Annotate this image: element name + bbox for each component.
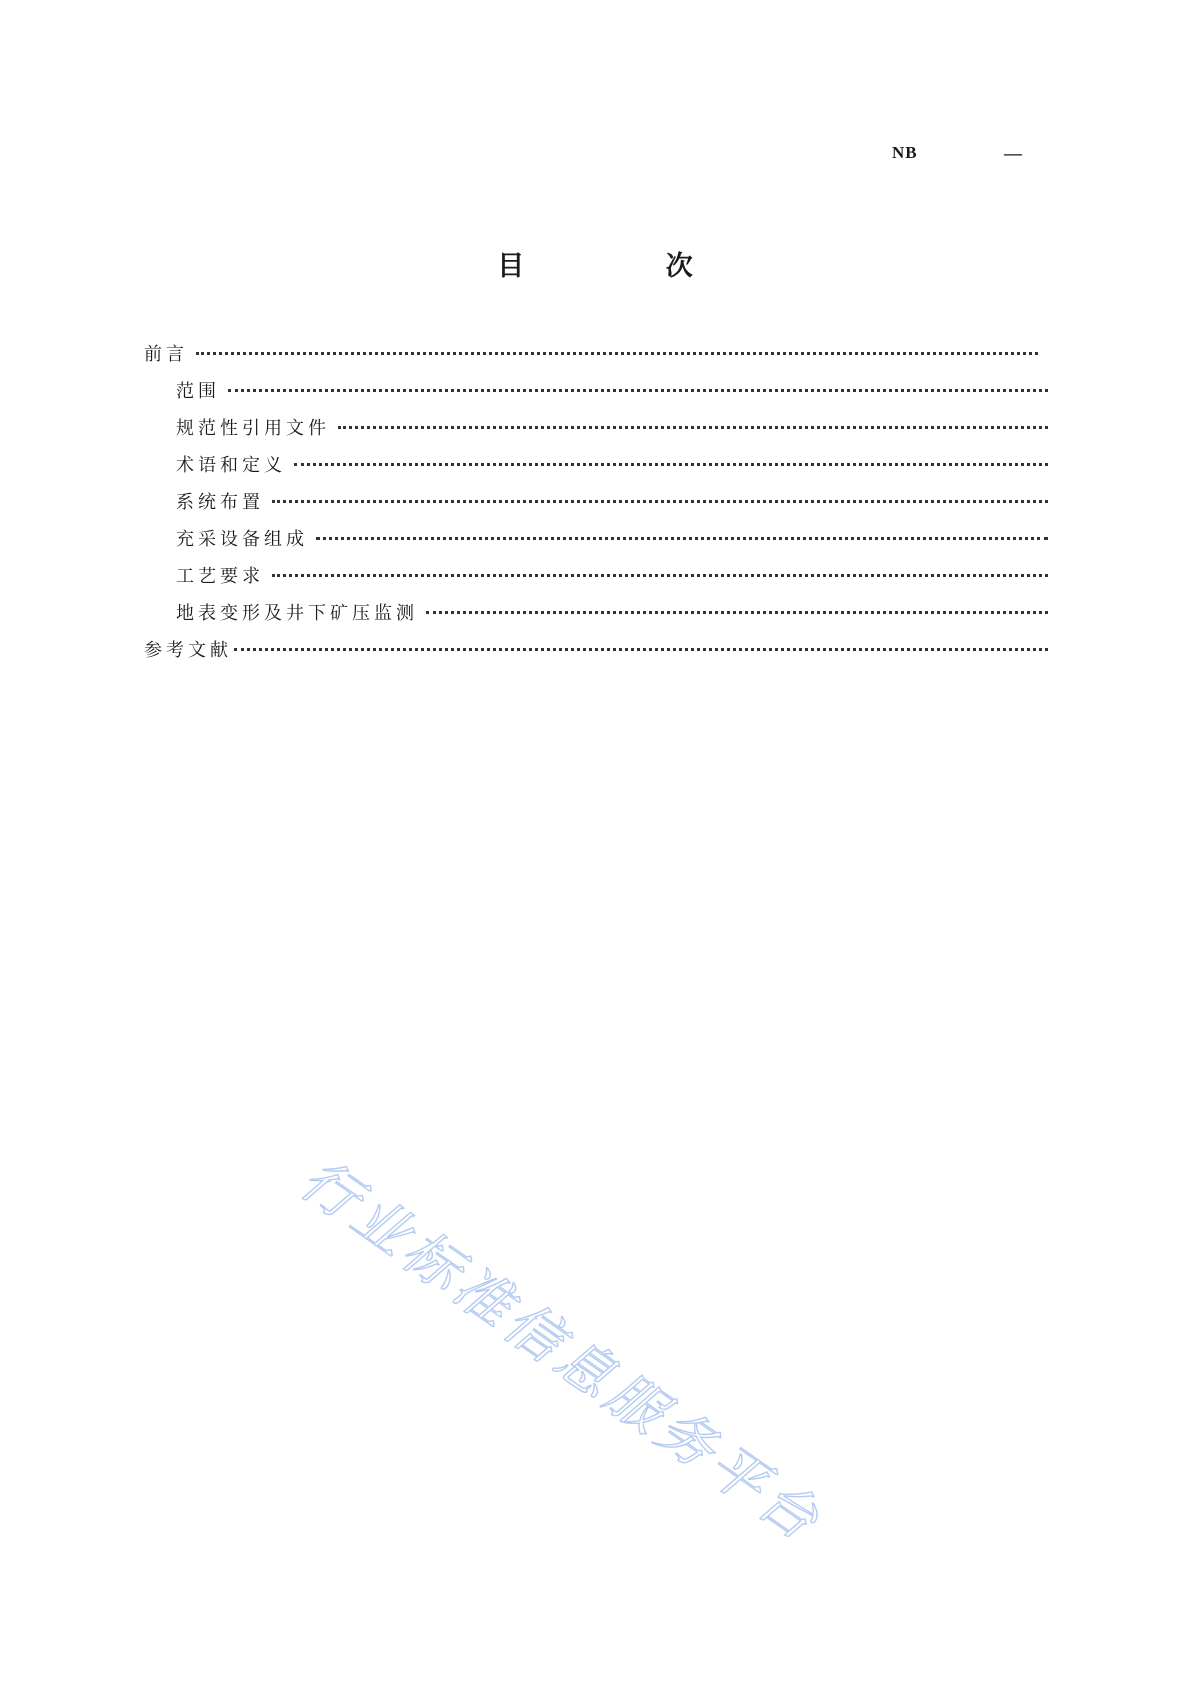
toc-dot-leader	[228, 389, 1048, 392]
toc-entry-label: 系统布置	[176, 492, 264, 513]
standard-number-dash: —	[1004, 143, 1022, 163]
toc-entry-label: 前言	[144, 344, 188, 365]
toc-dot-leader	[234, 648, 1048, 651]
toc-entry-label: 规范性引用文件	[176, 418, 330, 439]
toc-entry-system-layout[interactable]	[144, 488, 1048, 525]
page-header	[0, 143, 1190, 167]
toc-entry-monitoring[interactable]	[144, 599, 1048, 636]
toc-entry-scope[interactable]	[144, 377, 1048, 414]
toc-entry-label: 工艺要求	[176, 566, 264, 587]
toc-entry-terms-definitions[interactable]	[144, 451, 1048, 488]
toc-dot-leader	[294, 463, 1048, 466]
toc-dot-leader	[272, 500, 1048, 503]
toc-dot-leader	[272, 574, 1048, 577]
standard-code: NB	[892, 143, 918, 162]
toc-entry-bibliography[interactable]	[144, 636, 1048, 673]
toc-dot-leader	[316, 537, 1048, 540]
toc-dot-leader	[426, 611, 1048, 614]
toc-dot-leader	[338, 426, 1048, 429]
toc-entry-label: 地表变形及井下矿压监测	[176, 603, 418, 624]
toc-entry-foreword[interactable]	[144, 340, 1048, 377]
toc-dot-leader	[196, 352, 1038, 355]
page-title: 目 次	[497, 251, 759, 282]
toc-entry-label: 参考文献	[144, 640, 232, 661]
toc-entry-process-requirements[interactable]	[144, 562, 1048, 599]
toc-entry-label: 术语和定义	[176, 455, 286, 476]
toc-entry-label: 范围	[176, 381, 220, 402]
toc-entry-label: 充采设备组成	[176, 529, 308, 550]
toc-entry-normative-references[interactable]	[144, 414, 1048, 451]
watermark-text: 行业标准信息服务平台	[288, 1147, 834, 1556]
table-of-contents	[144, 340, 1048, 673]
toc-entry-equipment-composition[interactable]	[144, 525, 1048, 562]
